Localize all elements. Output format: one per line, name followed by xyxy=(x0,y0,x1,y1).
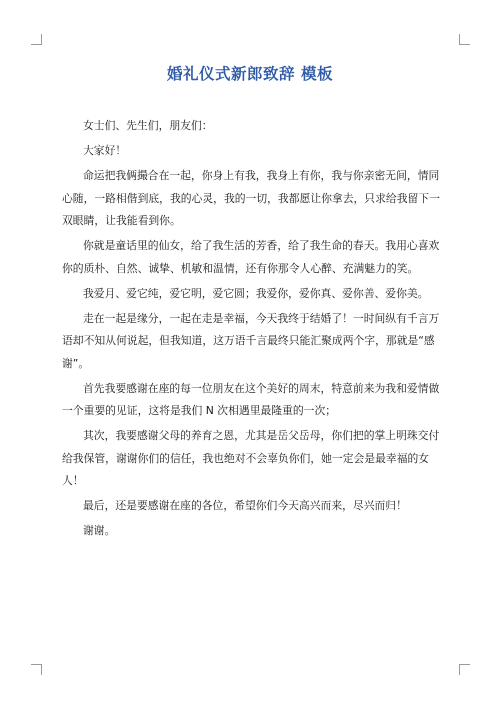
crop-mark-top-left xyxy=(31,34,42,45)
paragraph-salutation: 女士们、先生们，朋友们： xyxy=(83,119,213,132)
paragraph: 首先我要感谢在座的每一位朋友在这个美好的周末，特意前来为我和爱情做一个重要的见证，这将是我们 N 次相遇里最隆重的一次； xyxy=(62,381,440,417)
paragraph: 走在一起是缘分，一起在走是幸福，今天我终于结婚了！一时间纵有千言万语却不知从何说起，但我知道，这万语千言最终只能汇聚成两个字，那就是“感谢”。 xyxy=(62,311,440,370)
document-title: 婚礼仪式新郎致辞 模板 xyxy=(167,65,333,83)
crop-mark-bottom-left xyxy=(31,664,42,675)
document-body xyxy=(62,115,442,545)
crop-mark-top-right xyxy=(459,34,470,45)
paragraph-closing: 谢谢。 xyxy=(83,524,116,537)
paragraph-greeting: 大家好！ xyxy=(83,144,127,157)
paragraph: 最后，还是要感谢在座的各位，希望你们今天高兴而来，尽兴而归！ xyxy=(83,499,407,512)
paragraph: 我爱月、爱它纯，爱它明，爱它圆；我爱你，爱你真、爱你善、爱你美。 xyxy=(83,286,429,300)
paragraph: 你就是童话里的仙女，给了我生活的芳香，给了我生命的春天。我用心喜欢你的质朴、自然、诚挚、机敏和温情，还有你那令人心醉、充满魅力的笑。 xyxy=(62,239,440,275)
crop-mark-bottom-right xyxy=(459,664,470,675)
paragraph: 命运把我俩撮合在一起，你身上有我，我身上有你，我与你亲密无间，情同心随，一路相偕到底，我的心灵，我的一切，我都愿让你拿去，只求给我留下一双眼睛，让我能看到你。 xyxy=(62,169,440,227)
paragraph: 其次，我要感谢父母的养育之恩，尤其是岳父岳母，你们把的掌上明珠交付给我保管，谢谢你们的信任，我也绝对不会辜负你们，她一定会是最幸福的女人！ xyxy=(62,429,440,487)
